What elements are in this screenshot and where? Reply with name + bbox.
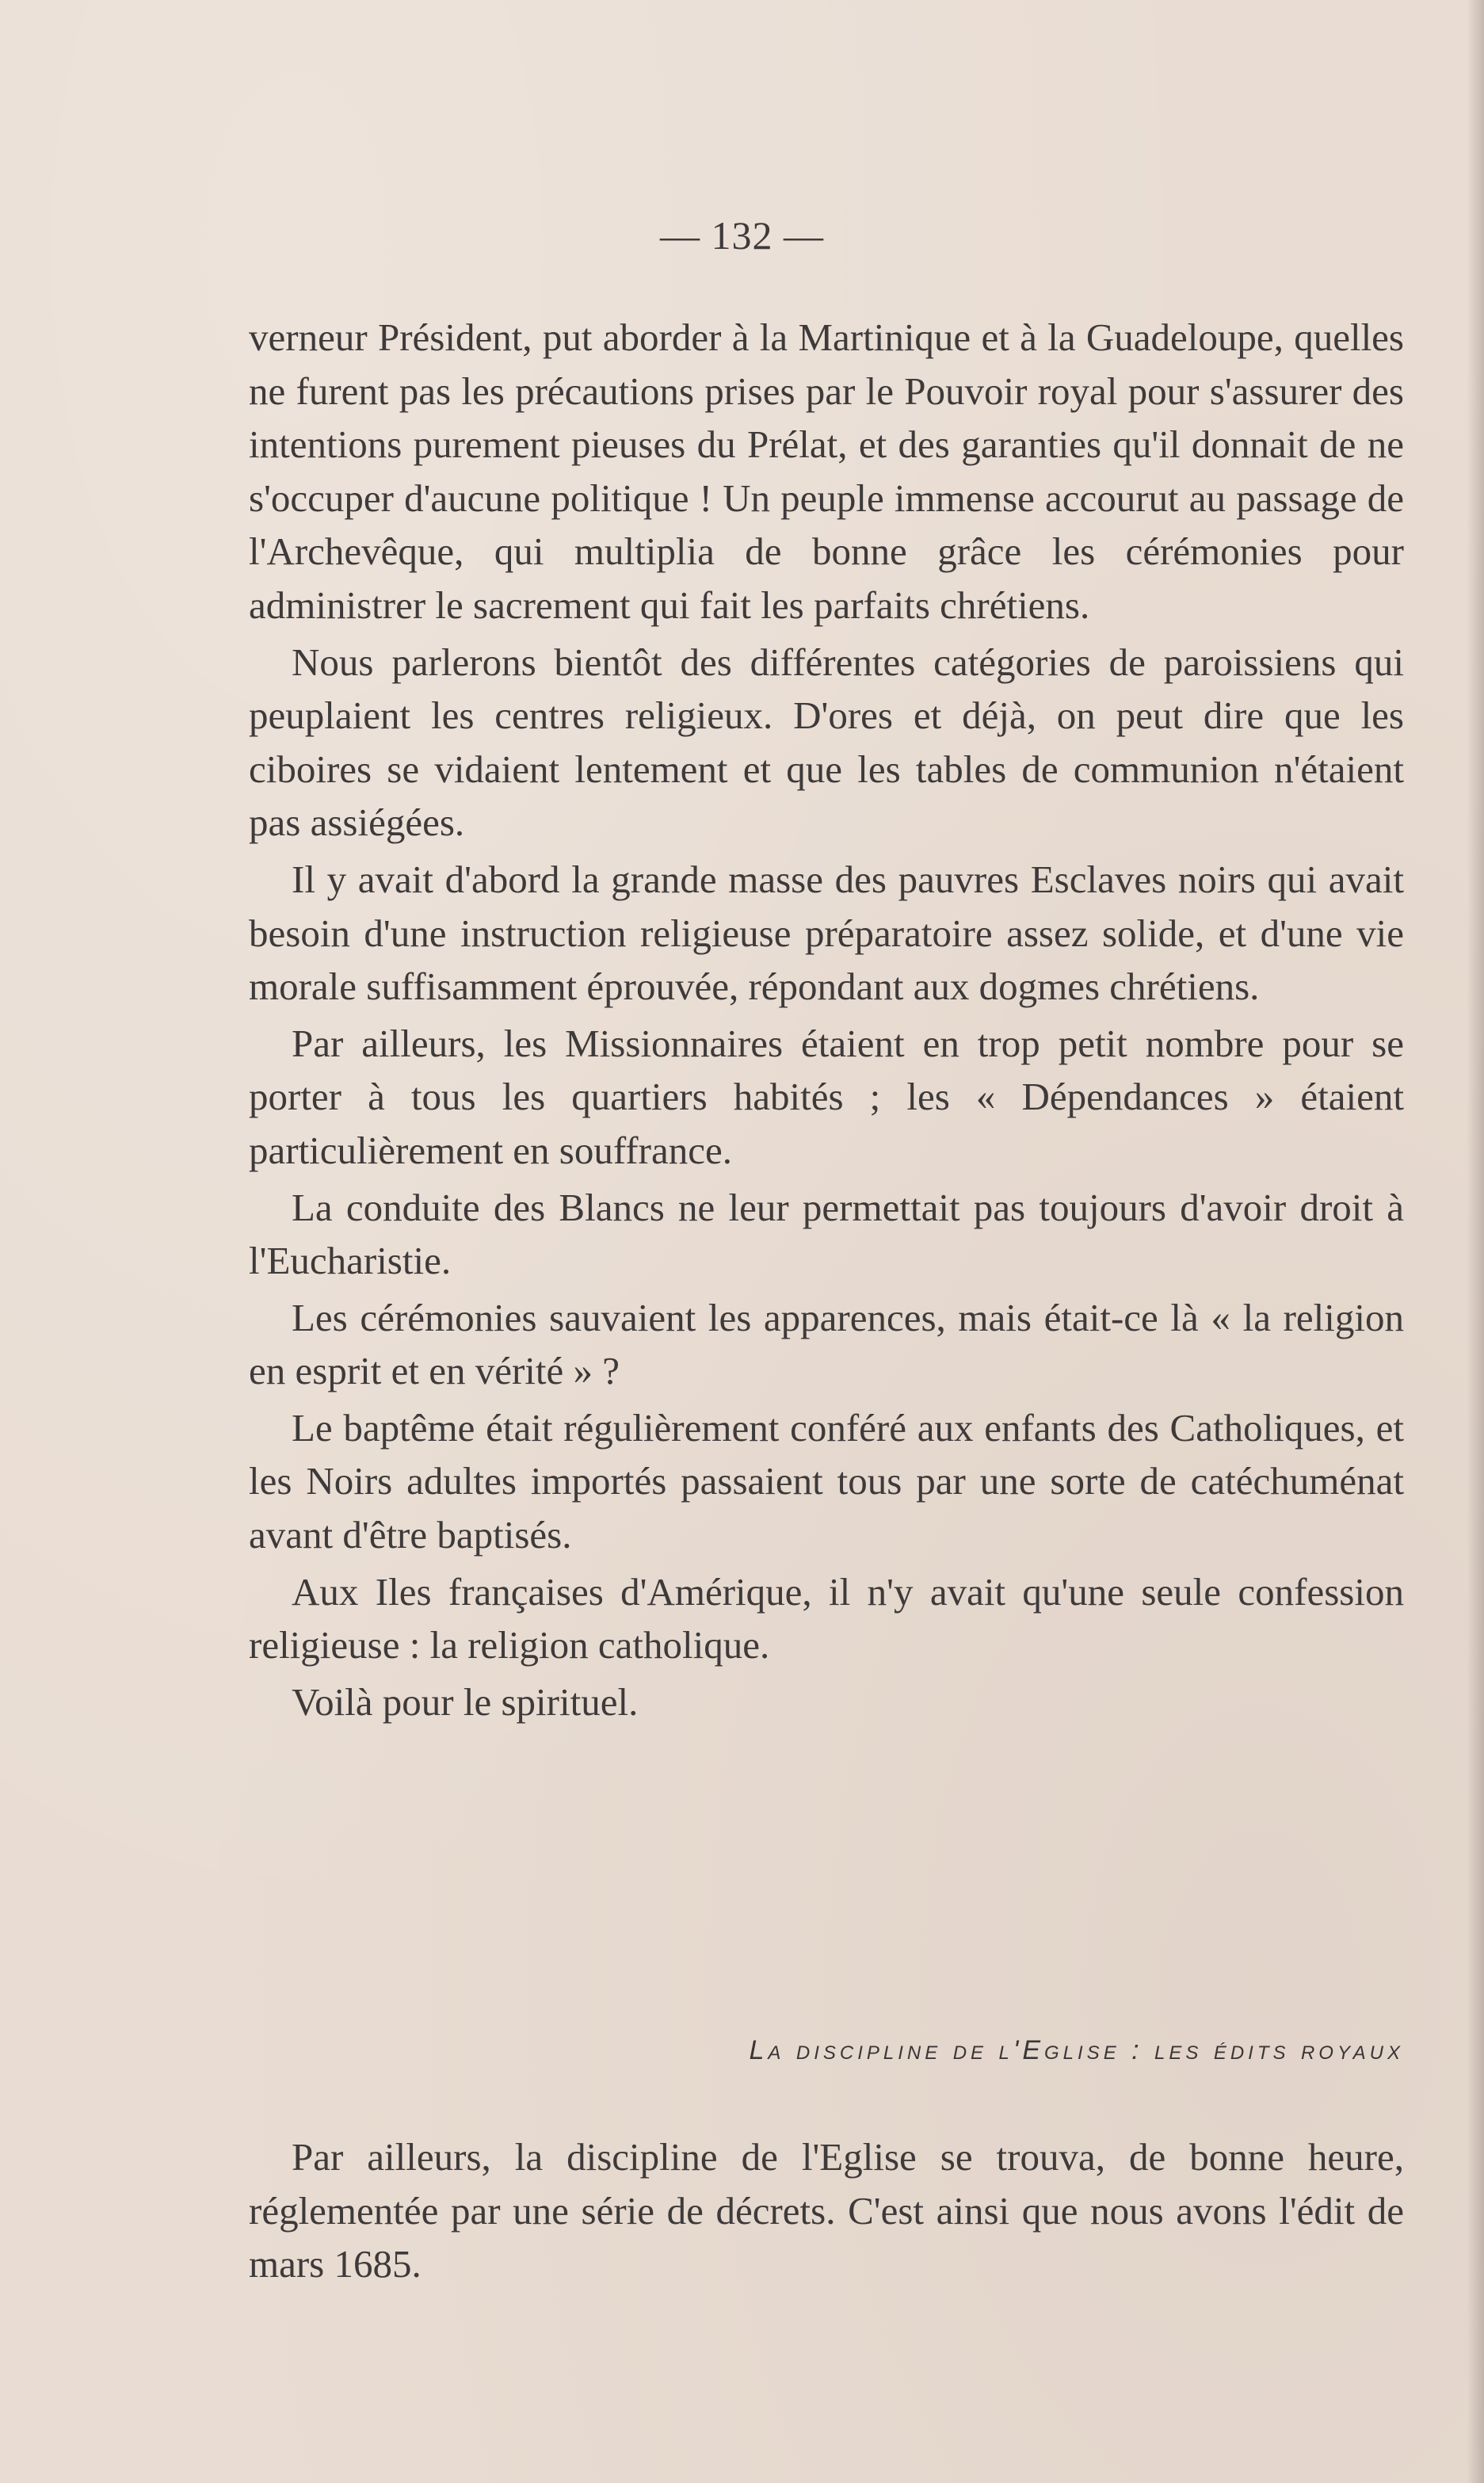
paragraph: Par ailleurs, les Missionnaires étaient en trop petit nombre pour se porter à tous les quartiers habités ; les « Dépendances » étaient particulièrement en souffrance. [249, 1021, 1404, 1172]
paragraph: Aux Iles françaises d'Amérique, il n'y avait qu'une seule confession religieuse : la religion catholique. [249, 1569, 1404, 1667]
paragraph: Il y avait d'abord la grande masse des pauvres Esclaves noirs qui avait besoin d'une instruction religieuse préparatoire assez solide, et d'une vie morale suffisamment éprouvée, répondant aux dogmes chrétiens. [249, 857, 1404, 1009]
paragraph: Les cérémonies sauvaient les apparences, mais était-ce là « la religion en esprit et en vérité » ? [249, 1295, 1404, 1393]
page-number: — 132 — [660, 213, 824, 258]
body-text [249, 311, 1404, 1729]
paragraph: Voilà pour le spirituel. [292, 1679, 639, 1724]
paragraph: verneur Président, put aborder à la Martinique et à la Guadeloupe, quelles ne furent pas les précautions prises par le Pouvoir royal pour s'assurer des intentions purement pieuses du Prélat, et des garanties qu'il donnait de ne s'occuper d'aucune politique ! Un peuple immense accourut au passage de l'Archevêque, qui multiplia de bonne grâce les cérémonies pour administrer le sacrement qui fait les parfaits chrétiens. [249, 315, 1404, 627]
paragraph: Le baptême était régulièrement conféré aux enfants des Catholiques, et les Noirs adultes importés passaient tous par une sorte de catéchuménat avant d'être baptisés. [249, 1405, 1404, 1557]
paragraph: Nous parlerons bientôt des différentes catégories de paroissiens qui peuplaient les centres religieux. D'ores et déjà, on peut dire que les ciboires se vidaient lentement et que les tables de communion n'étaient pas assiégées. [249, 640, 1404, 845]
section-body-text [249, 2130, 1404, 2291]
paragraph: Par ailleurs, la discipline de l'Eglise se trouva, de bonne heure, réglementée par une série de décrets. C'est ainsi que nous avons l'édit de mars 1685. [249, 2135, 1404, 2286]
page-edge-shadow [1467, 0, 1484, 2483]
section-heading: La discipline de l'Eglise : les édits royaux [749, 2035, 1404, 2065]
paragraph: La conduite des Blancs ne leur permettait pas toujours d'avoir droit à l'Eucharistie. [249, 1185, 1404, 1283]
